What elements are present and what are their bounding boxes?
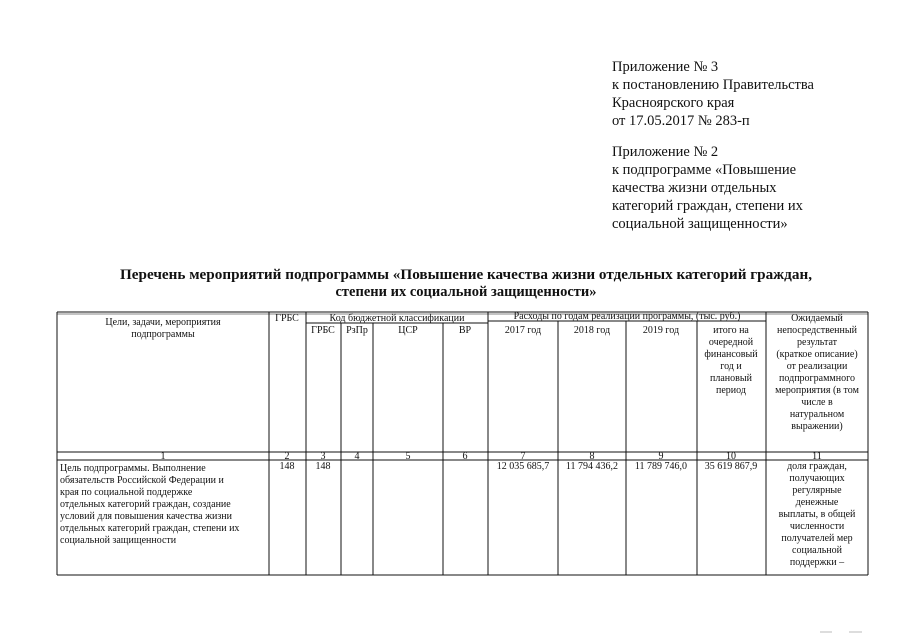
header-rzpr: РзПр bbox=[346, 325, 368, 336]
row-result-line: поддержки – bbox=[789, 557, 845, 568]
header-sub-grbs: ГРБС bbox=[311, 325, 335, 336]
row-2019: 11 789 746,0 bbox=[634, 461, 688, 472]
row-result-line: выплаты, в общей bbox=[778, 509, 856, 520]
column-number: 7 bbox=[520, 451, 526, 462]
header-2018: 2018 год bbox=[573, 325, 611, 336]
column-number: 3 bbox=[320, 451, 326, 462]
header-result: выражении) bbox=[791, 421, 843, 432]
header-total: год и bbox=[720, 361, 742, 372]
header-total: очередной bbox=[708, 337, 754, 348]
appendix-3-line: Красноярского края bbox=[612, 95, 735, 111]
row-result-line: социальной bbox=[792, 545, 842, 556]
title-line: степени их социальной защищенности» bbox=[335, 284, 597, 300]
column-number: 2 bbox=[284, 451, 290, 462]
header-csr: ЦСР bbox=[398, 325, 418, 336]
header-result: (краткое описание) bbox=[776, 349, 858, 360]
row-2017: 12 035 685,7 bbox=[496, 461, 550, 472]
header-result: натуральном bbox=[789, 409, 845, 420]
row-goal-text bbox=[60, 463, 239, 546]
row-result-line: численности bbox=[789, 521, 845, 532]
header-goals: подпрограммы bbox=[131, 329, 195, 340]
row-goal-line: отдельных категорий граждан, степени их bbox=[60, 523, 240, 534]
header-result: от реализации bbox=[786, 361, 848, 372]
row-sub-grbs: 148 bbox=[315, 461, 331, 472]
header-2019: 2019 год bbox=[642, 325, 680, 336]
row-result-line: получателей мер bbox=[781, 533, 853, 544]
row-result-line: получающих bbox=[789, 473, 845, 484]
column-number: 8 bbox=[589, 451, 595, 462]
header-goals: Цели, задачи, мероприятия bbox=[105, 317, 221, 328]
appendix-3-line: от 17.05.2017 № 283-п bbox=[612, 113, 750, 129]
header-budget-code: Код бюджетной классификации bbox=[329, 313, 465, 324]
row-goal-line: отдельных категорий граждан, создание bbox=[60, 499, 231, 510]
column-number: 1 bbox=[160, 451, 166, 462]
column-number: 6 bbox=[462, 451, 468, 462]
appendix-2-line: категорий граждан, степени их bbox=[612, 198, 803, 214]
row-goal-line: социальной защищенности bbox=[60, 535, 177, 546]
appendix-3-line: к постановлению Правительства bbox=[612, 77, 814, 93]
header-total: финансовый bbox=[704, 349, 758, 360]
header-total: период bbox=[716, 385, 746, 396]
header-result: непосредственный bbox=[777, 325, 857, 336]
appendix-2-line: Приложение № 2 bbox=[612, 144, 719, 160]
header-result: подпрограммного bbox=[779, 373, 855, 384]
column-number: 5 bbox=[405, 451, 411, 462]
title-line: Перечень мероприятий подпрограммы «Повышение качества жизни отдельных категорий граждан, bbox=[120, 267, 813, 283]
row-total: 35 619 867,9 bbox=[704, 461, 758, 472]
header-result: результат bbox=[796, 337, 838, 348]
appendix-2-line: социальной защищенности» bbox=[612, 216, 788, 232]
row-goal-line: Цель подпрограммы. Выполнение bbox=[60, 463, 206, 474]
row-goal-line: края по социальной поддержке bbox=[60, 487, 193, 498]
column-number: 9 bbox=[658, 451, 664, 462]
header-result: числе в bbox=[801, 397, 833, 408]
header-grbs: ГРБС bbox=[275, 313, 299, 324]
row-grbs: 148 bbox=[279, 461, 295, 472]
row-2018: 11 794 436,2 bbox=[565, 461, 619, 472]
header-total: плановый bbox=[710, 373, 752, 384]
row-result-line: регулярные bbox=[792, 485, 842, 496]
header-result: Ожидаемый bbox=[791, 313, 843, 324]
appendix-3-line: Приложение № 3 bbox=[612, 59, 719, 75]
appendix-2-line: качества жизни отдельных bbox=[612, 180, 777, 196]
column-number: 4 bbox=[354, 451, 360, 462]
row-result-line: денежные bbox=[795, 497, 839, 508]
header-expenses: Расходы по годам реализации программы, (тыс. руб.) bbox=[513, 311, 741, 322]
row-goal-line: условий для повышения качества жизни bbox=[60, 511, 232, 522]
header-vr: ВР bbox=[458, 325, 472, 336]
column-number: 11 bbox=[812, 451, 822, 462]
header-2017: 2017 год bbox=[504, 325, 542, 336]
row-result-line: доля граждан, bbox=[787, 461, 847, 472]
column-number: 10 bbox=[726, 451, 736, 462]
appendix-2-line: к подпрограмме «Повышение bbox=[612, 162, 797, 178]
header-total: итого на bbox=[713, 325, 749, 336]
row-goal-line: обязательств Российской Федерации и bbox=[60, 475, 224, 486]
header-result: мероприятия (в том bbox=[775, 385, 859, 396]
